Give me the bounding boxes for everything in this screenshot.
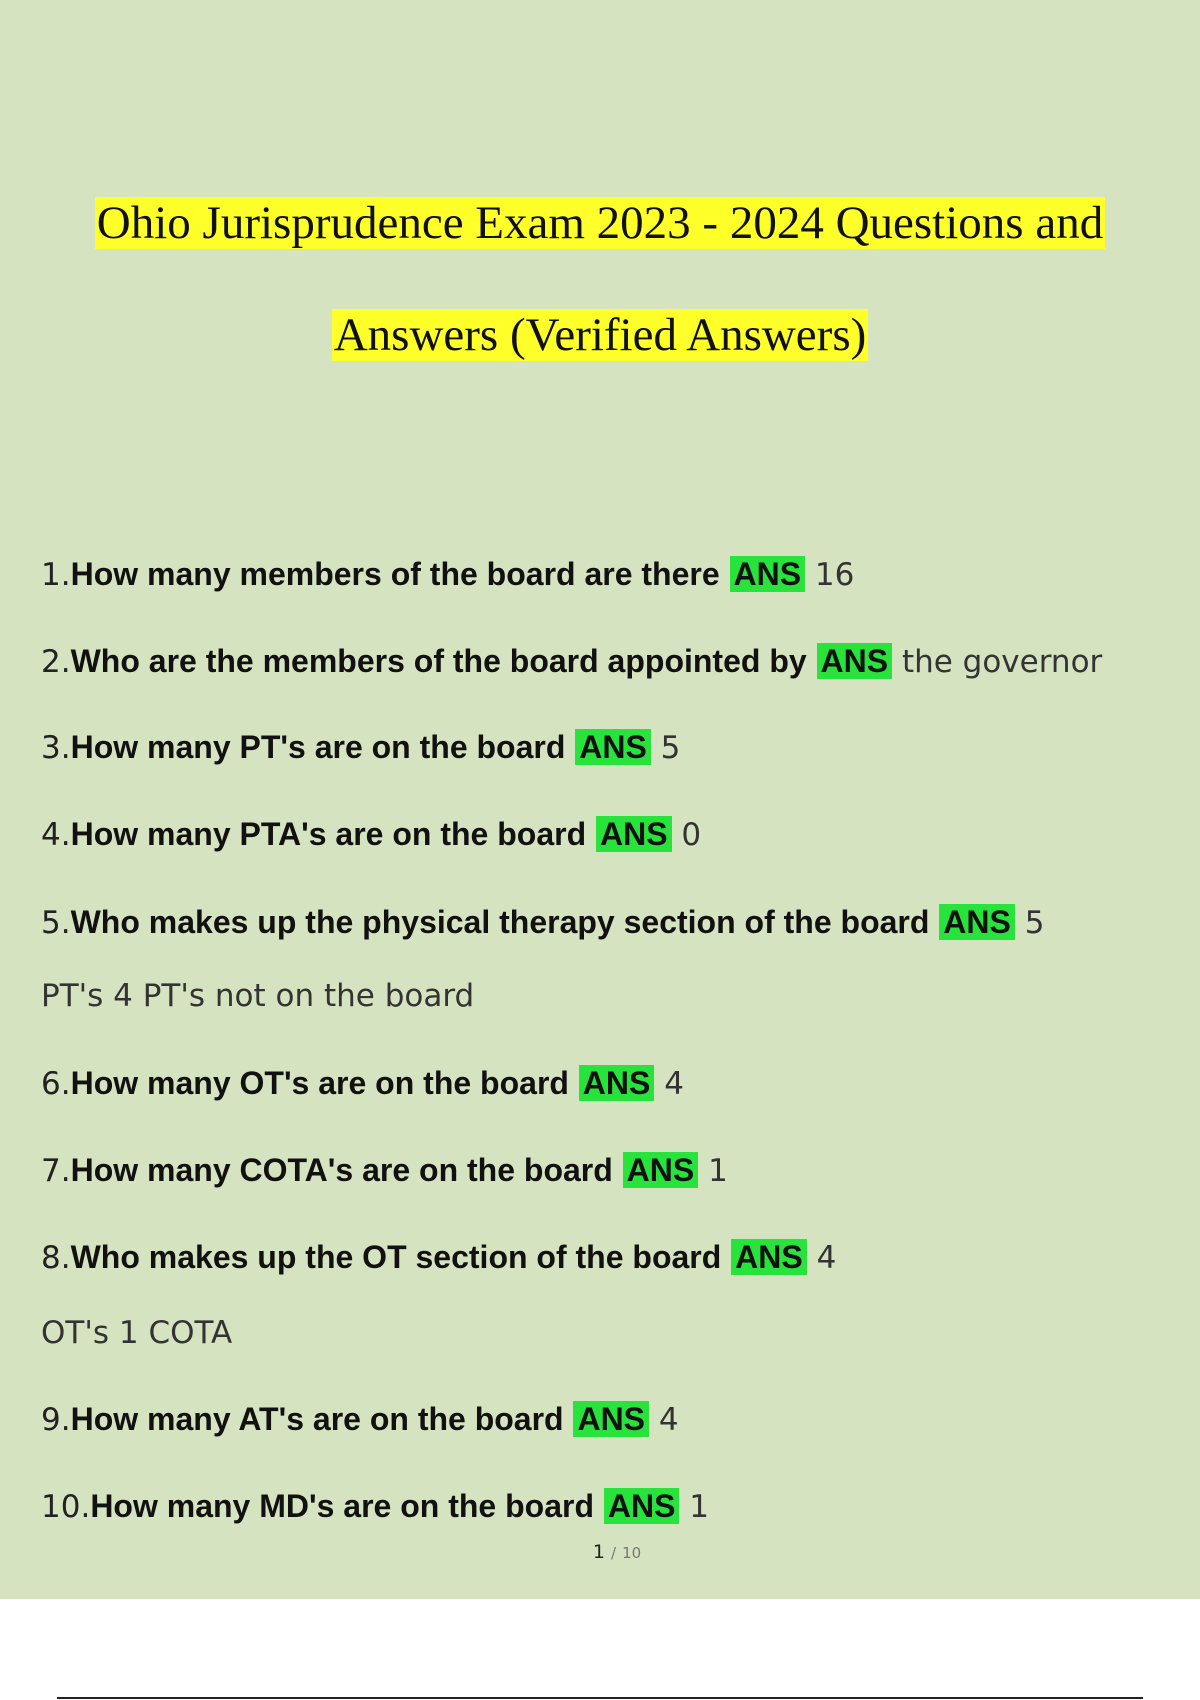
page-total: 10 bbox=[622, 1544, 642, 1562]
question-text: How many COTA's are on the board bbox=[70, 1152, 613, 1188]
question-text: How many PT's are on the board bbox=[70, 729, 566, 765]
question-number: 8. bbox=[41, 1240, 71, 1276]
ans-highlight: ANS bbox=[596, 816, 672, 852]
question-3 bbox=[41, 725, 1171, 770]
question-4 bbox=[41, 812, 1171, 857]
answer-text: 4 bbox=[658, 1402, 679, 1438]
answer-text: 4 bbox=[816, 1240, 837, 1276]
answer-text: 5 bbox=[660, 730, 681, 766]
question-number: 1. bbox=[41, 557, 71, 593]
document-title-line-1 bbox=[0, 195, 1200, 251]
question-number: 7. bbox=[41, 1153, 71, 1189]
ans-highlight: ANS bbox=[579, 1065, 655, 1101]
ans-highlight: ANS bbox=[573, 1401, 649, 1437]
question-text: Who are the members of the board appointed by bbox=[70, 643, 807, 679]
document-title-line-2 bbox=[0, 307, 1200, 363]
question-text: How many members of the board are there bbox=[70, 556, 720, 592]
ans-highlight: ANS bbox=[730, 556, 806, 592]
answer-continuation-5: PT's 4 PT's not on the board bbox=[41, 978, 475, 1014]
question-number: 5. bbox=[41, 905, 71, 941]
question-10 bbox=[41, 1484, 1171, 1529]
answer-text: 0 bbox=[681, 817, 702, 853]
title-highlight-1: Ohio Jurisprudence Exam 2023 - 2024 Questions and bbox=[96, 197, 1104, 249]
answer-text: 16 bbox=[814, 557, 855, 593]
question-6 bbox=[41, 1061, 1171, 1106]
answer-text: the governor bbox=[901, 644, 1103, 680]
answer-text: 5 bbox=[1024, 905, 1045, 941]
answer-text: 1 bbox=[708, 1153, 728, 1189]
question-1 bbox=[41, 552, 1171, 597]
page-divider bbox=[57, 1697, 1143, 1699]
question-text: Who makes up the OT section of the board bbox=[70, 1239, 722, 1275]
question-number: 10. bbox=[41, 1489, 91, 1525]
question-8 bbox=[41, 1235, 1171, 1280]
question-9 bbox=[41, 1397, 1171, 1442]
ans-highlight: ANS bbox=[817, 643, 893, 679]
question-text: How many OT's are on the board bbox=[70, 1065, 569, 1101]
page-separator: / bbox=[610, 1544, 617, 1562]
answer-continuation-8: OT's 1 COTA bbox=[41, 1315, 233, 1351]
question-5 bbox=[41, 900, 1171, 945]
question-number: 2. bbox=[41, 644, 71, 680]
ans-highlight: ANS bbox=[575, 729, 651, 765]
answer-text: 4 bbox=[664, 1066, 684, 1102]
question-number: 9. bbox=[41, 1402, 71, 1438]
ans-highlight: ANS bbox=[623, 1152, 699, 1188]
question-text: How many MD's are on the board bbox=[90, 1488, 594, 1524]
ans-highlight: ANS bbox=[731, 1239, 807, 1275]
question-7 bbox=[41, 1148, 1171, 1193]
ans-highlight: ANS bbox=[939, 904, 1015, 940]
title-highlight-2: Answers (Verified Answers) bbox=[333, 309, 867, 361]
question-number: 3. bbox=[41, 730, 71, 766]
page-current: 1 bbox=[592, 1541, 605, 1563]
answer-text: 1 bbox=[689, 1489, 710, 1525]
question-text: How many AT's are on the board bbox=[70, 1401, 564, 1437]
question-2 bbox=[41, 639, 1171, 684]
page-indicator bbox=[0, 1541, 1200, 1563]
question-text: How many PTA's are on the board bbox=[70, 816, 587, 852]
ans-highlight: ANS bbox=[604, 1488, 680, 1524]
question-number: 6. bbox=[41, 1066, 71, 1102]
question-text: Who makes up the physical therapy section of the board bbox=[70, 904, 930, 940]
question-number: 4. bbox=[41, 817, 71, 853]
